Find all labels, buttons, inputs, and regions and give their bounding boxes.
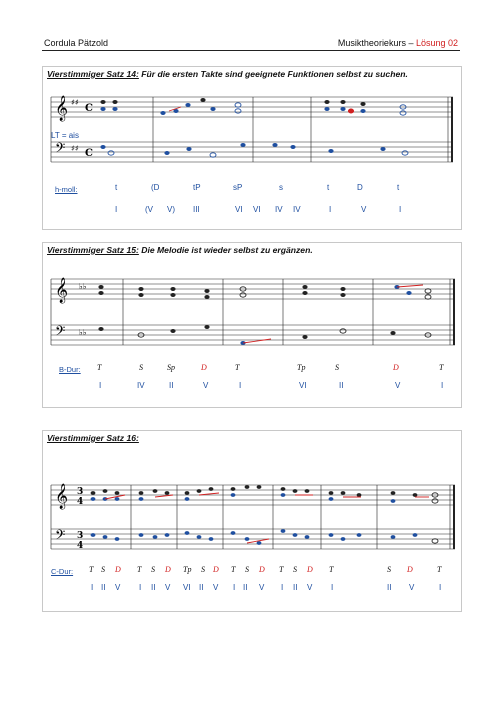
time-signature-bass-top: 3 bbox=[77, 531, 84, 541]
exercise-14-instruction: Für die ersten Takte sind geeignete Funktionen selbst zu suchen. bbox=[138, 69, 408, 79]
time-signature-treble-bottom: 4 bbox=[77, 497, 84, 507]
ex16-function-15: D bbox=[307, 565, 313, 574]
ex16-function-9: D bbox=[213, 565, 219, 574]
ex15-degree-4: V bbox=[203, 381, 209, 390]
ex14-degree-2: (V bbox=[145, 205, 153, 214]
exercise-15-label: Vierstimmiger Satz 15: bbox=[47, 245, 139, 255]
ex16-degree-14: II bbox=[293, 583, 298, 592]
exercise-16-label: Vierstimmiger Satz 16: bbox=[47, 433, 139, 443]
ex15-degree-7: II bbox=[339, 381, 344, 390]
ex16-function-1: T bbox=[89, 565, 94, 574]
ex15-degree-5: I bbox=[239, 381, 242, 390]
ex15-degree-2: IV bbox=[137, 381, 145, 390]
ex16-function-12: D bbox=[259, 565, 265, 574]
ex14-degree-3: V) bbox=[167, 205, 175, 214]
time-signature-treble: C bbox=[85, 103, 93, 114]
ex15-function-2: S bbox=[139, 363, 143, 372]
ex14-degree-8: IV bbox=[293, 205, 301, 214]
ex15-function-6: Tp bbox=[297, 363, 306, 372]
time-signature-bass-bottom: 4 bbox=[77, 541, 84, 551]
ex14-degree-5: VI bbox=[235, 205, 243, 214]
ex16-degree-16: I bbox=[331, 583, 334, 592]
treble-clef-icon: 𝄞 bbox=[55, 278, 69, 303]
ex16-degree-13: I bbox=[281, 583, 284, 592]
ex16-degree-8: II bbox=[199, 583, 204, 592]
bass-clef-icon: 𝄢 bbox=[55, 323, 66, 342]
ex16-degree-18: V bbox=[409, 583, 415, 592]
ex15-function-4: D bbox=[201, 363, 207, 372]
ex15-degree-3: II bbox=[169, 381, 174, 390]
course-title bbox=[338, 38, 458, 48]
ex15-function-8: D bbox=[393, 363, 399, 372]
ex16-degree-9: V bbox=[213, 583, 219, 592]
ex16-degree-11: II bbox=[243, 583, 248, 592]
ex15-function-5: T bbox=[235, 363, 240, 372]
ex16-degree-5: II bbox=[151, 583, 156, 592]
page-header bbox=[42, 36, 460, 51]
ex16-degree-10: I bbox=[233, 583, 236, 592]
ex15-function-7: S bbox=[335, 363, 339, 372]
ex16-degree-4: I bbox=[139, 583, 142, 592]
ex16-function-10: T bbox=[231, 565, 236, 574]
ex16-function-3: D bbox=[115, 565, 121, 574]
ex16-function-19: T bbox=[437, 565, 442, 574]
ex16-function-4: T bbox=[137, 565, 142, 574]
ex16-function-6: D bbox=[165, 565, 171, 574]
exercise-14-label: Vierstimmiger Satz 14: bbox=[47, 69, 139, 79]
ex15-degree-6: VI bbox=[299, 381, 307, 390]
exercise-15-panel bbox=[42, 242, 462, 408]
key-signature-bass: ♯♯ bbox=[71, 144, 79, 153]
ex16-function-18: D bbox=[407, 565, 413, 574]
ex15-degree-9: I bbox=[441, 381, 444, 390]
ex16-degree-2: II bbox=[101, 583, 106, 592]
ex15-function-1: T bbox=[97, 363, 102, 372]
ex14-function-1: t bbox=[115, 183, 118, 192]
ex16-function-13: T bbox=[279, 565, 284, 574]
leading-tone-annotation: LT = ais bbox=[51, 131, 79, 140]
ex14-degree-7: IV bbox=[275, 205, 283, 214]
ex16-function-5: S bbox=[151, 565, 155, 574]
key-signature-treble: ♭♭ bbox=[79, 282, 87, 291]
treble-clef-icon: 𝄞 bbox=[55, 484, 69, 509]
ex16-degree-7: VI bbox=[183, 583, 191, 592]
ex16-degree-15: V bbox=[307, 583, 313, 592]
time-signature-bass: C bbox=[85, 148, 93, 159]
ex16-degree-19: I bbox=[439, 583, 442, 592]
ex14-function-6: t bbox=[327, 183, 330, 192]
exercise-16-key: C-Dur: bbox=[51, 567, 74, 576]
exercise-15-key: B-Dur: bbox=[59, 365, 81, 374]
exercise-16-panel bbox=[42, 430, 462, 612]
ex16-function-17: S bbox=[387, 565, 391, 574]
ex16-function-16: T bbox=[329, 565, 334, 574]
exercise-14-panel bbox=[42, 66, 462, 230]
ex16-degree-6: V bbox=[165, 583, 171, 592]
ex15-degree-8: V bbox=[395, 381, 401, 390]
ex15-degree-1: I bbox=[99, 381, 102, 390]
ex16-function-8: S bbox=[201, 565, 205, 574]
bass-clef-icon: 𝄢 bbox=[55, 527, 66, 546]
ex15-function-9: T bbox=[439, 363, 444, 372]
ex14-function-5: s bbox=[279, 183, 283, 192]
key-signature-bass: ♭♭ bbox=[79, 328, 87, 337]
exercise-14-key: h-moll: bbox=[55, 185, 78, 194]
exercise-15-instruction: Die Melodie ist wieder selbst zu ergänzen. bbox=[138, 245, 313, 255]
ex14-degree-10: V bbox=[361, 205, 367, 214]
exercise-16-score bbox=[43, 431, 461, 611]
ex14-degree-11: I bbox=[399, 205, 402, 214]
bass-clef-icon: 𝄢 bbox=[55, 140, 66, 159]
ex14-function-2: (D bbox=[151, 183, 160, 192]
ex14-function-4: sP bbox=[233, 183, 243, 192]
ex14-degree-6: VI bbox=[253, 205, 261, 214]
key-signature-treble: ♯♯ bbox=[71, 98, 79, 107]
ex16-function-14: S bbox=[293, 565, 297, 574]
ex14-function-7: D bbox=[357, 183, 363, 192]
ex14-function-3: tP bbox=[193, 183, 201, 192]
time-signature-treble-top: 3 bbox=[77, 487, 84, 497]
ex16-function-11: S bbox=[245, 565, 249, 574]
treble-clef-icon: 𝄞 bbox=[55, 96, 69, 121]
ex16-degree-17: II bbox=[387, 583, 392, 592]
ex16-function-7: Tp bbox=[183, 565, 192, 574]
ex16-function-2: S bbox=[101, 565, 105, 574]
ex14-degree-1: I bbox=[115, 205, 118, 214]
ex16-degree-3: V bbox=[115, 583, 121, 592]
solution-label: Lösung 02 bbox=[415, 38, 458, 48]
ex16-degree-12: V bbox=[259, 583, 265, 592]
ex14-function-8: t bbox=[397, 183, 400, 192]
ex15-function-3: Sp bbox=[167, 363, 175, 372]
ex14-degree-4: III bbox=[193, 205, 200, 214]
author-name: Cordula Pätzold bbox=[44, 38, 109, 48]
ex14-degree-9: I bbox=[329, 205, 332, 214]
ex16-degree-1: I bbox=[91, 583, 94, 592]
course-label: Musiktheoriekurs – bbox=[337, 38, 416, 48]
